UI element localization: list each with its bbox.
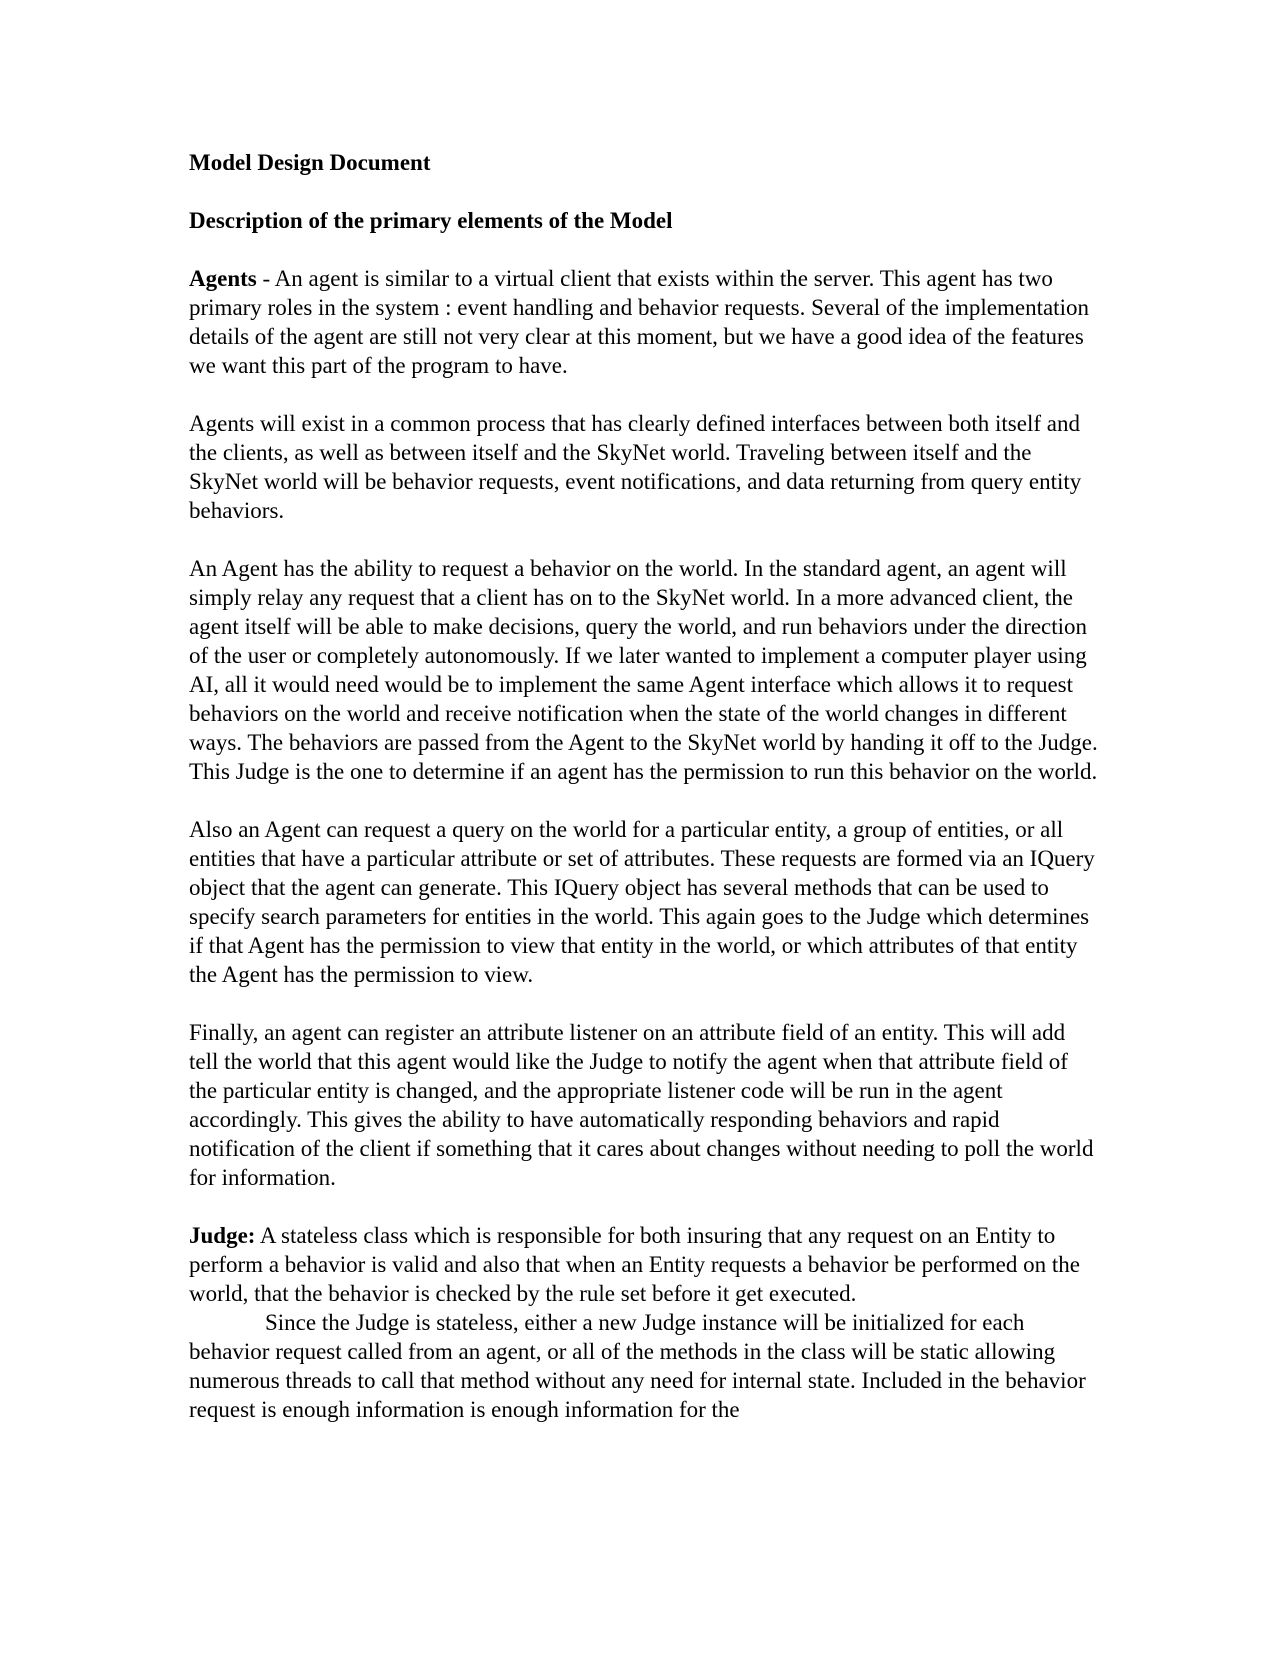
judge-paragraph-1	[189, 1221, 1099, 1308]
judge-paragraph-2: Since the Judge is stateless, either a new Judge instance will be initialized for each behavior request called from an agent, or all of the methods in the class will be static allowing numerous threads to call that method without any need for internal state. Included in the behavior request is enough information is enough information for the	[189, 1310, 1086, 1422]
judge-intro-text: A stateless class which is responsible for both insuring that any request on an Entity to perform a behavior is valid and also that when an Entity requests a behavior be performed on the world, that the behavior is checked by the rule set before it get executed.	[189, 1223, 1080, 1306]
document-body	[189, 148, 1099, 1424]
document-title: Model Design Document	[189, 150, 431, 175]
agents-paragraph-4: Also an Agent can request a query on the world for a particular entity, a group of entities, or all entities that have a particular attribute or set of attributes. These requests are formed via an IQuery object that the agent can generate. This IQuery object has several methods that can be used to specify search parameters for entities in the world. This again goes to the Judge which determines if that Agent has the permission to view that entity in the world, or which attributes of that entity the Agent has the permission to view.	[189, 817, 1095, 987]
agents-paragraph-3: An Agent has the ability to request a behavior on the world. In the standard agent, an agent will simply relay any request that a client has on to the SkyNet world. In a more advanced client, the agent itself will be able to make decisions, query the world, and run behaviors under the direction of the user or completely autonomously. If we later wanted to implement a computer player using AI, all it would need would be to implement the same Agent interface which allows it to request behaviors on the world and receive notification when the state of the world changes in different ways. The behaviors are passed from the Agent to the SkyNet world by handing it off to the Judge. This Judge is the one to determine if an agent has the permission to run this behavior on the world.	[189, 556, 1098, 784]
judge-term: Judge:	[189, 1223, 256, 1248]
agents-paragraph-2: Agents will exist in a common process that has clearly defined interfaces between both itself and the clients, as well as between itself and the SkyNet world. Traveling between itself and the SkyNet world will be behavior requests, event notifications, and data returning from query entity behaviors.	[189, 411, 1082, 523]
agents-paragraph-1	[189, 264, 1099, 380]
agents-intro-text: An agent is similar to a virtual client that exists within the server. This agent has two primary roles in the system : event handling and behavior requests. Several of the implementation details of the agent are still not very clear at this moment, but we have a good idea of the features we want this part of the program to have.	[189, 266, 1089, 378]
agents-separator: -	[256, 266, 275, 291]
agents-term: Agents	[189, 266, 257, 291]
agents-paragraph-5: Finally, an agent can register an attribute listener on an attribute field of an entity. This will add tell the world that this agent would like the Judge to notify the agent when that attribute field of the particular entity is changed, and the appropriate listener code will be run in the agent accordingly. This gives the ability to have automatically responding behaviors and rapid notification of the client if something that it cares about changes without needing to poll the world for information.	[189, 1020, 1094, 1190]
section-heading: Description of the primary elements of the Model	[189, 208, 673, 233]
